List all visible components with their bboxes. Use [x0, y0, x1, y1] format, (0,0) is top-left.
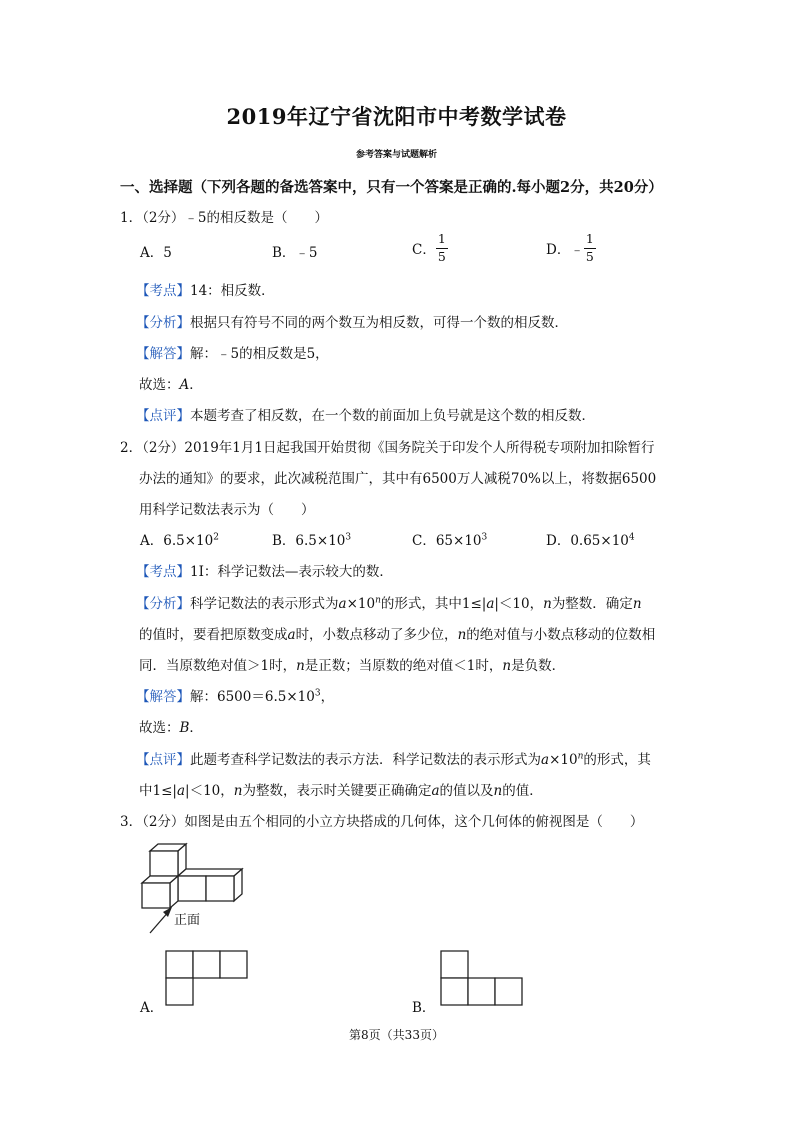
q2-fenxi-l2-var-n: n [457, 627, 467, 643]
q2-answer [139, 716, 203, 736]
q1-stem: 1．（2分）﹣5的相反数是（ ） [120, 210, 329, 226]
q2-fenxi-l2-c: 的绝对值与小数点移动的位数相 [466, 627, 656, 643]
grid-cell [166, 978, 193, 1005]
q2-jieda-tag: 【解答】 [136, 689, 190, 705]
grid-cell [220, 951, 247, 978]
cube-front-face [150, 851, 178, 876]
q1-jieda [136, 342, 329, 362]
q1-jieda-text: 解：﹣5的相反数是5， [190, 346, 329, 362]
q2-kaodian [136, 560, 393, 580]
grid-cell [441, 978, 468, 1005]
q2-option-b-label: B． [272, 533, 296, 549]
q2-dp-l2-d: 的值以及 [439, 783, 494, 799]
q2-dp-l2-var-a: a [176, 783, 186, 799]
q2-fenxi-l2-b: 时，小数点移动了多少位， [295, 627, 458, 643]
q3-option-b-grid [440, 950, 526, 1008]
q2-option-b-base: 6.5×10 [295, 533, 346, 549]
q1-fenxi-text: 根据只有符号不同的两个数互为相反数，可得一个数的相反数． [190, 315, 568, 331]
q2-dp-l1-var-a: a [541, 752, 550, 768]
q2-dianping-tag: 【点评】 [136, 752, 190, 768]
q2-stem-line2: 办法的通知》的要求，此次减税范围广，其中有6500万人减税70%以上，将数据6500 [139, 471, 657, 487]
q1-option-a-label: A． [140, 245, 164, 261]
q2-option-b-exponent: 3 [345, 532, 352, 543]
q2-answer-prefix: 故选： [139, 720, 180, 736]
q2-fenxi-l3-var-n: n [296, 658, 305, 674]
q1-dianping-text: 本题考查了相反数，在一个数的前面加上负号就是这个数的相反数． [190, 408, 595, 424]
q2-fenxi-l2-a: 的值时，要看把原数变成 [139, 627, 288, 643]
q2-fenxi-l1-c: 的形式，其中1≤| [380, 596, 487, 612]
q2-option-d [546, 529, 635, 549]
q1-option-c-numerator: 1 [436, 233, 448, 249]
q1-fenxi-tag: 【分析】 [136, 315, 190, 331]
cube-front-face [206, 876, 234, 901]
q1-option-b-value: ﹣5 [295, 245, 318, 261]
q1-option-d-label: D． [546, 242, 571, 258]
q2-fenxi-line3 [139, 654, 565, 674]
q3-option-b-label: B． [412, 1000, 436, 1016]
grid-cell [495, 978, 522, 1005]
q2-dp-l2-b: |＜10， [185, 783, 234, 799]
q3-option-a-grid [165, 950, 251, 1008]
q2-dianping-line1 [136, 748, 651, 768]
q2-dp-l2-a: 中1≤| [139, 783, 177, 799]
q1-kaodian-text: 14：相反数． [190, 283, 275, 299]
q2-fenxi-tag: 【分析】 [136, 596, 190, 612]
q2-option-c-label: C． [412, 533, 436, 549]
grid-cell [166, 951, 193, 978]
q2-option-a-base: 6.5×10 [163, 533, 214, 549]
q2-fenxi-line2 [139, 623, 655, 643]
page-title: 2019年辽宁省沈阳市中考数学试卷 [226, 104, 567, 129]
q2-option-d-label: D． [546, 533, 571, 549]
q2-kaodian-tag: 【考点】 [136, 564, 190, 580]
q2-fenxi-l1-var-n: n [543, 596, 552, 612]
q2-option-a [140, 529, 219, 549]
q1-dianping [136, 404, 595, 424]
q2-option-c [412, 529, 487, 549]
q1-option-c-denominator: 5 [437, 248, 446, 264]
q2-dp-l1-sup-n: n [577, 751, 584, 762]
q2-option-a-label: A． [140, 533, 164, 549]
grid-cell [468, 978, 495, 1005]
q2-fenxi-l2-var-a: a [287, 627, 296, 643]
q2-fenxi-l1-d: |＜10， [494, 596, 544, 612]
q1-option-c [412, 233, 448, 263]
q2-fenxi-l1-b: ×10 [346, 596, 376, 612]
q2-fenxi-l1-var-n2: n [632, 596, 642, 612]
q1-answer [139, 373, 203, 393]
q1-option-b [272, 241, 318, 261]
q2-jieda-end: ， [320, 689, 335, 705]
q2-dp-l2-e: 的值． [502, 783, 543, 799]
section-heading: 一、选择题（下列各题的备选答案中，只有一个答案是正确的.每小题2分，共20分） [120, 179, 663, 196]
q2-answer-letter: B [179, 720, 190, 736]
q3-option-a-label: A． [140, 1000, 164, 1016]
q2-option-a-exponent: 2 [213, 532, 219, 543]
q1-option-c-label: C． [412, 242, 436, 258]
q2-option-c-base: 65×10 [435, 533, 482, 549]
cube-front-face [178, 876, 206, 901]
q2-fenxi-l1-a: 科学记数法的表示形式为 [190, 596, 339, 612]
q2-dp-l2-var-n: n [233, 783, 243, 799]
q2-jieda-text: 解：6500＝6.5×10 [190, 689, 315, 705]
q2-option-c-exponent: 3 [481, 532, 488, 543]
q2-dp-l2-var-a2: a [431, 783, 440, 799]
q2-dp-l1-b: ×10 [549, 752, 578, 768]
q1-fenxi [136, 311, 568, 331]
q3-stem: 3．（2分）如图是由五个相同的小立方块搭成的几何体，这个几何体的俯视图是（ ） [120, 814, 644, 830]
q2-kaodian-text: 1I：科学记数法—表示较大的数． [190, 564, 393, 580]
q1-kaodian-tag: 【考点】 [136, 283, 190, 299]
q2-dianping-line2 [139, 779, 543, 799]
cube-front-face [142, 883, 170, 908]
q2-fenxi-l3-a: 同．当原数绝对值＞1时， [139, 658, 297, 674]
q2-stem-line3: 用科学记数法表示为（ ） [139, 502, 315, 518]
q2-dp-l2-var-n2: n [493, 783, 503, 799]
q1-jieda-tag: 【解答】 [136, 346, 190, 362]
q1-option-d-denominator: 5 [585, 248, 594, 264]
grid-cell [441, 951, 468, 978]
q1-option-d-numerator: 1 [584, 233, 596, 249]
q1-answer-prefix: 故选： [139, 377, 180, 393]
q2-fenxi-l1-var-a: a [338, 596, 347, 612]
q2-stem-line1: 2．（2分）2019年1月1日起我国开始贯彻《国务院关于印发个人所得税专项附加扣除暂行 [120, 440, 655, 456]
page-footer: 第8页（共33页） [349, 1028, 444, 1042]
page-subtitle: 参考答案与试题解析 [355, 150, 437, 160]
q2-fenxi-l3-b: 是正数；当原数的绝对值＜1时， [304, 658, 503, 674]
q1-option-a-value: 5 [163, 245, 172, 261]
q1-option-b-label: B． [272, 245, 296, 261]
q2-jieda-exponent: 3 [314, 688, 321, 699]
q2-fenxi-l3-var-n2: n [502, 658, 512, 674]
q2-fenxi-l1-e: 为整数．确定 [551, 596, 633, 612]
q1-answer-letter: A [179, 377, 190, 393]
q1-answer-end: ． [189, 377, 203, 393]
q2-fenxi-l1-sup-n: n [375, 595, 381, 606]
q2-fenxi-line1 [136, 592, 642, 612]
q2-jieda [136, 685, 334, 705]
q2-fenxi-l1-var-a2: a [486, 596, 495, 612]
cube-row-top-face [178, 869, 242, 876]
q2-answer-end: ． [189, 720, 203, 736]
q2-dp-l1-c: 的形式，其 [583, 752, 651, 768]
q1-kaodian [136, 279, 275, 299]
q2-option-d-base: 0.65×10 [570, 533, 629, 549]
q2-dp-l1-a: 此题考查科学记数法的表示方法．科学记数法的表示形式为 [190, 752, 541, 768]
q1-option-d [546, 233, 596, 263]
q2-dp-l2-c: 为整数，表示时关键要正确确定 [242, 783, 432, 799]
grid-cell [193, 951, 220, 978]
q1-option-c-fraction [436, 233, 448, 263]
q1-option-a [140, 241, 172, 261]
q2-option-d-exponent: 4 [628, 532, 635, 543]
q1-option-d-sign: ﹣ [570, 242, 584, 258]
q3-figure-label: 正面 [174, 913, 201, 928]
q2-option-b [272, 529, 351, 549]
q1-option-d-fraction [584, 233, 596, 263]
q2-fenxi-l3-c: 是负数． [511, 658, 566, 674]
q1-dianping-tag: 【点评】 [136, 408, 190, 424]
